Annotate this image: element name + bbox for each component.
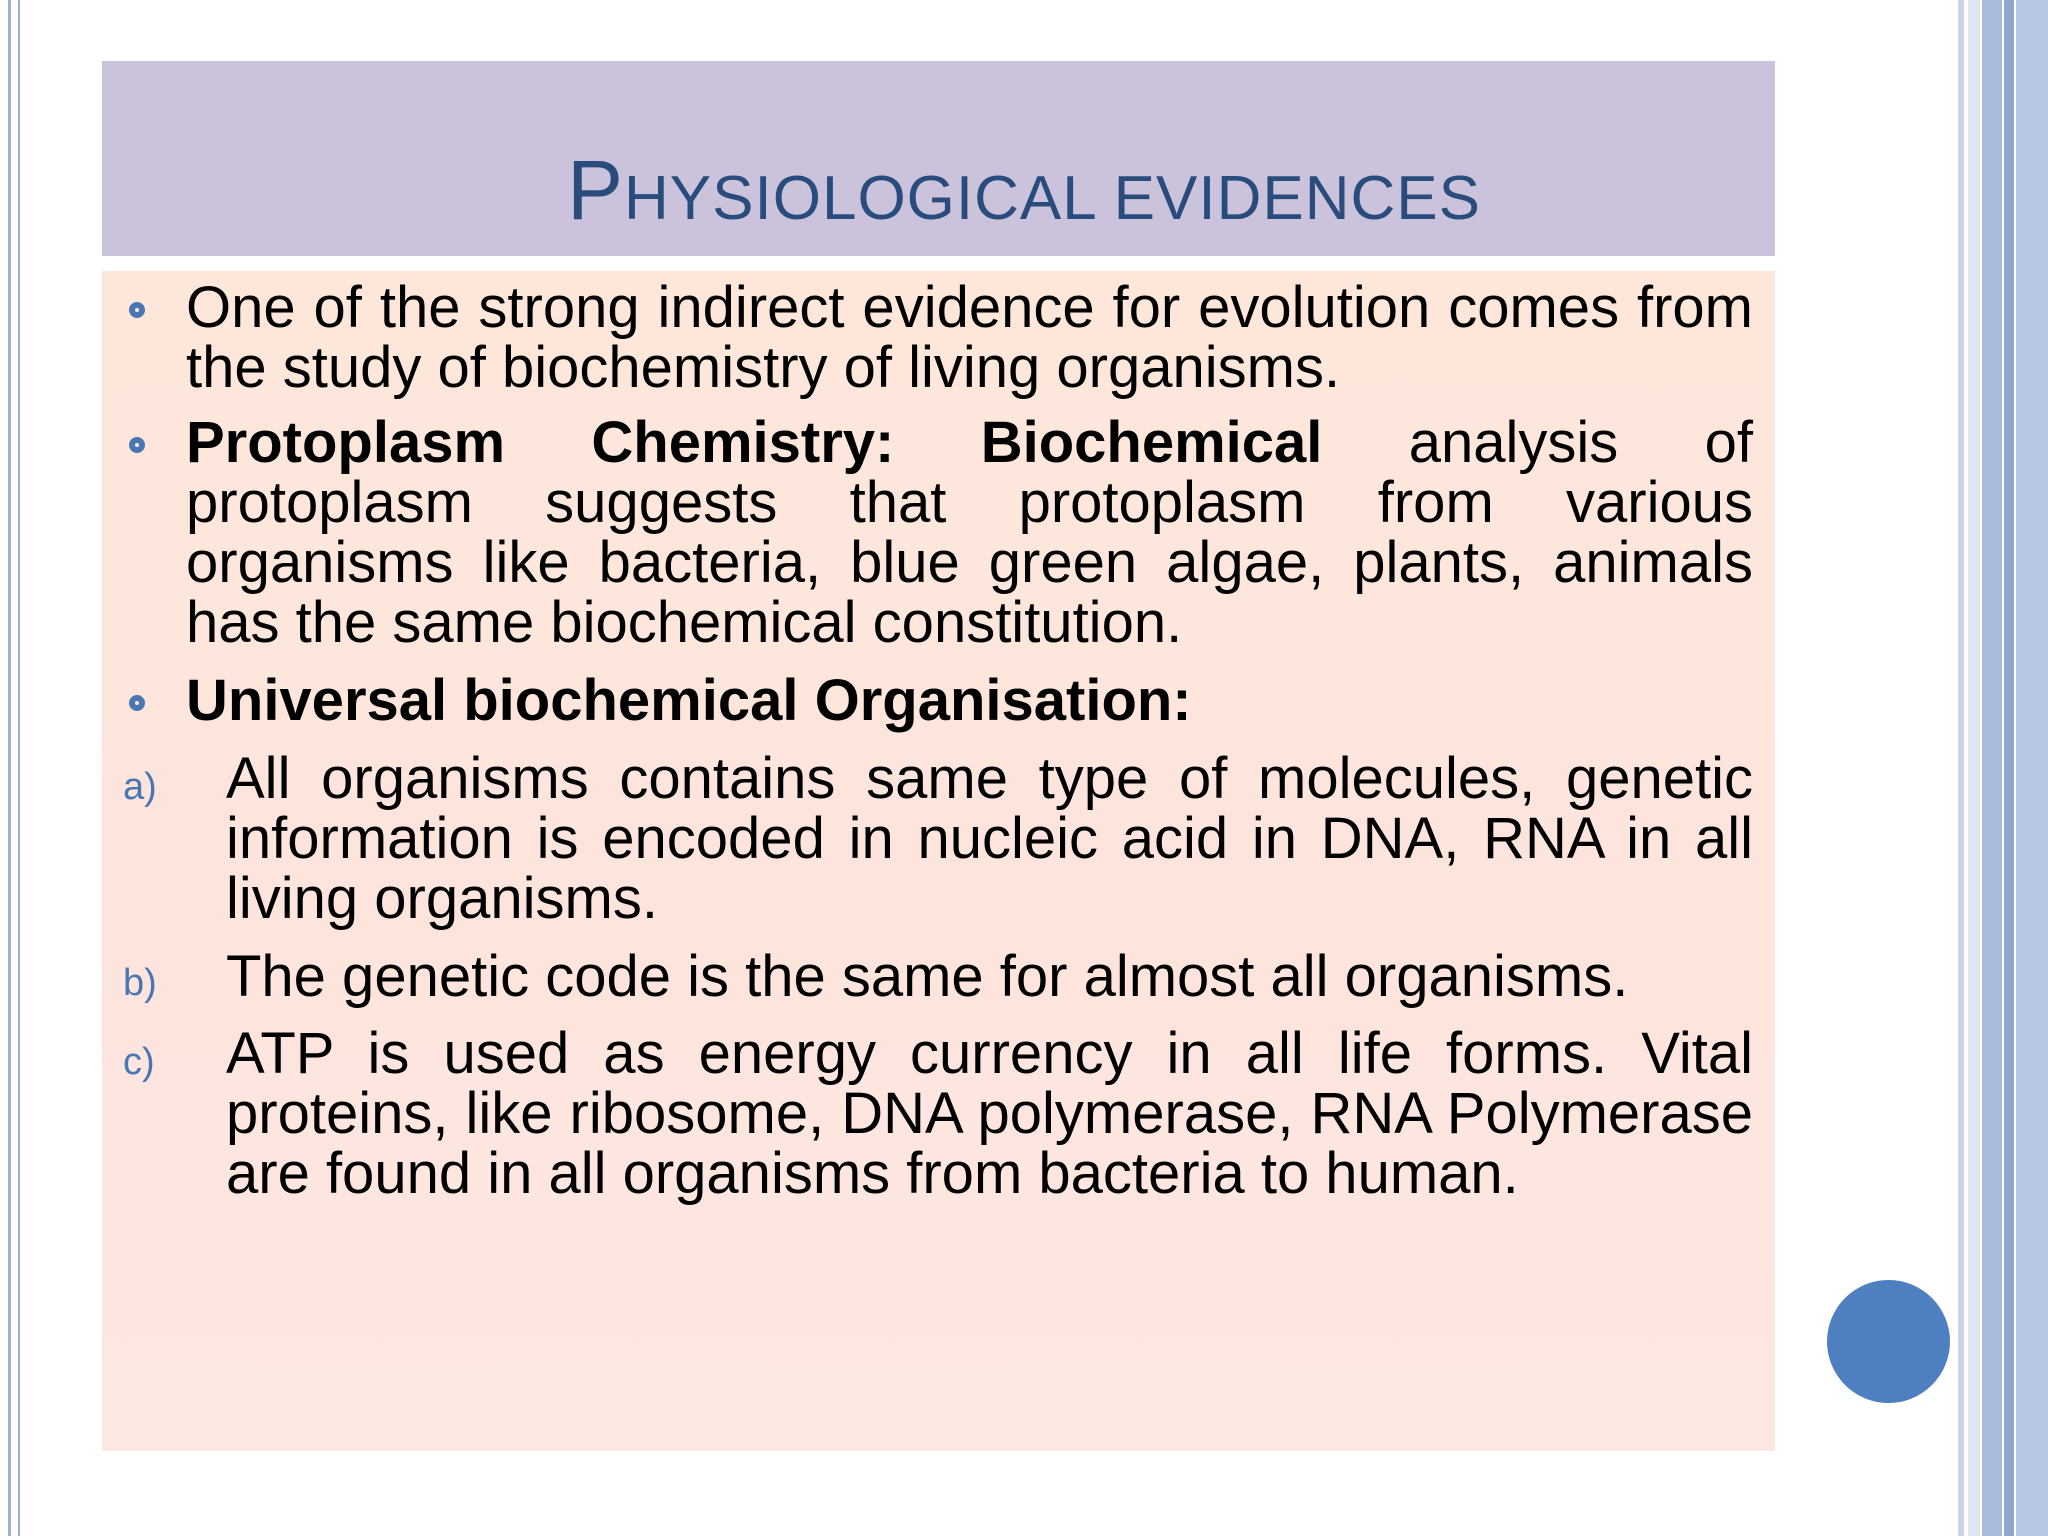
bullet-item-2: [186, 410, 1753, 655]
sub-marker-b: b): [123, 962, 157, 1004]
bullet-ring-icon: [129, 302, 145, 318]
bullet-item-1-text: One of the strong indirect evidence for evolution comes from the study of biochemistry of living organisms.: [186, 275, 1753, 400]
bullet-ring-icon: [129, 695, 145, 711]
title-rest: HYSIOLOGICAL EVIDENCES: [624, 164, 1481, 233]
sub-item-a: [226, 746, 1753, 931]
bullet-ring-icon: [129, 437, 145, 453]
bullet-item-1: [186, 275, 1753, 400]
sub-item-c-text: ATP is used as energy currency in all life forms. Vital proteins, like ribosome, DNA polymerase, RNA Polymerase are found in all organisms from bacteria to human.: [226, 1021, 1753, 1206]
decorative-circle: [1827, 1280, 1950, 1403]
sub-item-b-text: The genetic code is the same for almost all organisms.: [226, 944, 1629, 1009]
title-first-letter: P: [567, 143, 625, 237]
sub-item-c: [226, 1021, 1753, 1206]
bullet-item-2-text: analysis of protoplasm suggests that protoplasm from various organisms like bacteria, blue green algae, plants, animals has the same biochemical constitution.: [186, 410, 1753, 655]
sub-marker-a: a): [123, 766, 157, 808]
bullet-item-3-bold: Universal biochemical Organisation:: [186, 668, 1192, 733]
sub-item-a-text: All organisms contains same type of molecules, genetic information is encoded in nucleic acid in DNA, RNA in all living organisms.: [226, 746, 1753, 931]
bullet-item-2-bold: Protoplasm Chemistry: Biochemical: [186, 410, 1323, 475]
bullet-item-3: [186, 668, 1753, 733]
slide-title: [0, 143, 2048, 237]
sub-marker-c: c): [123, 1041, 155, 1083]
sub-item-b: [226, 944, 1753, 1009]
